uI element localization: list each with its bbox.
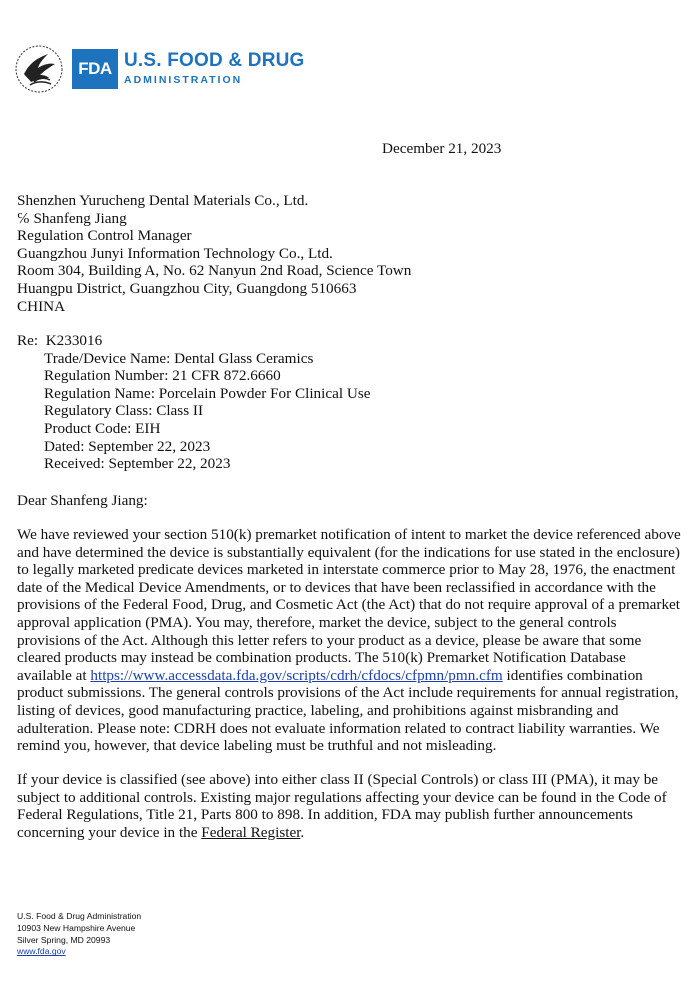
link-suffix: identifies combination — [502, 666, 643, 684]
reference-number: K233016 — [45, 332, 103, 349]
reference-detail: Trade/Device Name: Dental Glass Ceramics — [44, 349, 314, 367]
reference-detail: Dated: September 22, 2023 — [44, 437, 211, 455]
paragraph-line: product submissions. The general controls provisions of the Act include requirements for annual registration, — [17, 684, 679, 702]
federal-register-link: Federal Register — [201, 823, 301, 841]
register-prefix: concerning your device in the — [17, 823, 202, 841]
salutation: Dear Shanfeng Jiang: — [17, 492, 148, 509]
paragraph-line: approval application (PMA). You may, therefore, market the device, subject to the general controls — [17, 613, 617, 631]
address-line: Guangzhou Junyi Information Technology Co., Ltd. — [17, 244, 333, 262]
reference-detail: Regulatory Class: Class II — [44, 402, 204, 420]
fda-website-link[interactable]: www.fda.gov — [17, 946, 66, 957]
address-line: Regulation Control Manager — [17, 227, 192, 245]
fda-logo-badge: FDA — [72, 49, 118, 89]
paragraph-line: remind you, however, that device labeling must be truthful and not misleading. — [17, 737, 497, 755]
paragraph-line: subject to additional controls. Existing major regulations affecting your device can be found in the Code of — [17, 788, 667, 806]
paragraph-line: to legally marketed predicate devices marketed in interstate commerce prior to May 28, 1976, the enactment — [17, 561, 676, 579]
body-paragraph-2 — [17, 771, 689, 841]
reference-detail: Received: September 22, 2023 — [44, 455, 231, 473]
paragraph-line: cleared products may instead be combination products. The 510(k) Premarket Notification Database — [17, 649, 626, 667]
address-line: Huangpu District, Guangzhou City, Guangdong 510663 — [17, 279, 357, 297]
paragraph-line-with-link — [17, 667, 689, 685]
paragraph-line: and have determined the device is substantially equivalent (for the indications for use stated in the enclosure) — [17, 543, 680, 561]
footer-line: Silver Spring, MD 20993 — [17, 934, 111, 945]
agency-name-line2: ADMINISTRATION — [124, 74, 243, 86]
paragraph-line: We have reviewed your section 510(k) premarket notification of intent to market the device referenced above — [17, 526, 681, 543]
address-line: ℅ Shanfeng Jiang — [17, 209, 127, 227]
reference-label: Re: — [17, 332, 39, 349]
paragraph-line: If your device is classified (see above) into either class II (Special Controls) or class III (PMA), it may be — [17, 771, 659, 788]
paragraph-line: date of the Medical Device Amendments, or to devices that have been reclassified in accordance with the — [17, 578, 656, 596]
paragraph-line-with-link — [17, 824, 689, 842]
reference-detail: Product Code: EIH — [44, 419, 161, 437]
reference-line — [17, 332, 102, 350]
reference-detail: Regulation Number: 21 CFR 872.6660 — [44, 367, 281, 385]
recipient-address — [17, 192, 411, 315]
pmn-database-link[interactable]: https://www.accessdata.fda.gov/scripts/cdrh/cfdocs/cfpmn/pmn.cfm — [90, 666, 503, 684]
paragraph-line: provisions of the Federal Food, Drug, and Cosmetic Act (the Act) that do not require approval of a premarket — [17, 596, 681, 614]
hhs-eagle-seal-icon — [14, 44, 64, 94]
agency-name — [124, 50, 305, 87]
body-paragraph-1 — [17, 526, 689, 755]
letterhead — [14, 40, 305, 135]
register-suffix: . — [300, 823, 305, 841]
address-line: Shenzhen Yurucheng Dental Materials Co., Ltd. — [17, 192, 309, 209]
footer-line: 10903 New Hampshire Avenue — [17, 922, 136, 933]
address-line: Room 304, Building A, No. 62 Nanyun 2nd Road, Science Town — [17, 262, 412, 280]
link-prefix: available at — [17, 666, 91, 684]
paragraph-line: adulteration. Please note: CDRH does not evaluate information related to contract liability warranties. We — [17, 719, 660, 737]
address-line: CHINA — [17, 297, 66, 315]
letter-date: December 21, 2023 — [382, 140, 502, 157]
paragraph-line: provisions of the Act. Although this letter refers to your product as a device, please be aware that some — [17, 631, 642, 649]
footer-line: U.S. Food & Drug Administration — [17, 911, 142, 921]
footer-address — [17, 911, 141, 958]
paragraph-line: Federal Regulations, Title 21, Parts 800 to 898. In addition, FDA may publish further announcements — [17, 806, 633, 824]
agency-name-line1: U.S. FOOD & DRUG — [124, 50, 305, 71]
paragraph-line: listing of devices, good manufacturing practice, labeling, and prohibitions against misbranding and — [17, 701, 619, 719]
reference-details — [44, 350, 370, 473]
reference-detail: Regulation Name: Porcelain Powder For Clinical Use — [44, 384, 371, 402]
